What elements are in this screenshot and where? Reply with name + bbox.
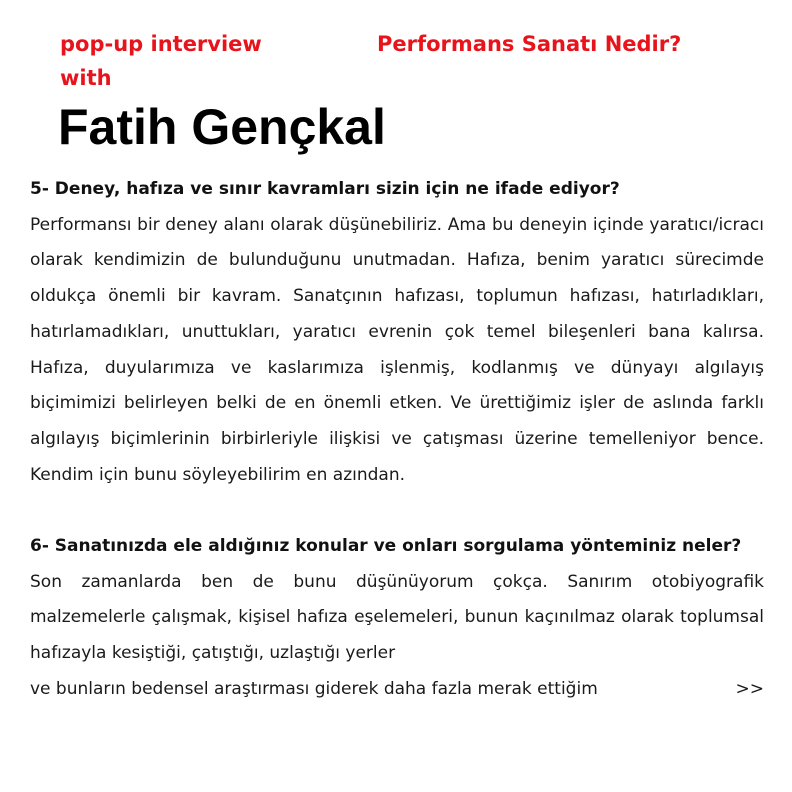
paragraph-spacer [30,493,764,529]
interview-title: Performans Sanatı Nedir? [377,32,682,56]
answer-6-last-line-row [30,672,764,708]
answer-5: Performansı bir deney alanı olarak düşünebiliriz. Ama bu deneyin içinde yaratıcı/icracı olarak kendimizin de bulunduğunu unutmadan. Hafıza, benim yaratıcı sürecimde oldukça önemli bir kavram. Sanatçının hafızası, toplumun hafızası, hatırladıkları, hatırlamadıkları, unuttukları, yaratıcı evrenin çok temel bileşenleri bana kalırsa. Hafıza, duyularımıza ve kaslarımıza işlenmiş, kodlanmış ve dünyayı algılayış biçimimizi belirleyen belki de en önemli etken. Ve ürettiğimiz işler de aslında farklı algılayış biçimlerinin birbirleriyle ilişkisi ve çatışması üzerine temelleniyor bence. Kendim için bunu söyleyebilirim en azından. [30,214,764,485]
answer-6: Son zamanlarda ben de bunu düşünüyorum çokça. Sanırım otobiyografik malzemelerle çalışmak, kişisel hafıza eşelemeleri, bunun kaçınılmaz olarak toplumsal hafızayla kesiştiği, çatıştığı, uzlaştığı yerler [30,571,764,664]
continue-indicator: >> [735,678,764,699]
answer-6-last-line: ve bunların bedensel araştırması giderek daha fazla merak ettiğim [30,678,598,699]
question-5: 5- Deney, hafıza ve sınır kavramları sizin için ne ifade ediyor? [30,179,620,199]
interviewee-name: Fatih Gençkal [58,99,386,155]
interview-body [30,172,764,708]
series-heading-line1: pop-up interview [60,32,262,56]
question-6: 6- Sanatınızda ele aldığınız konular ve onları sorgulama yönteminiz neler? [30,536,742,557]
series-heading [60,27,360,95]
series-heading-line2: with [60,66,112,90]
